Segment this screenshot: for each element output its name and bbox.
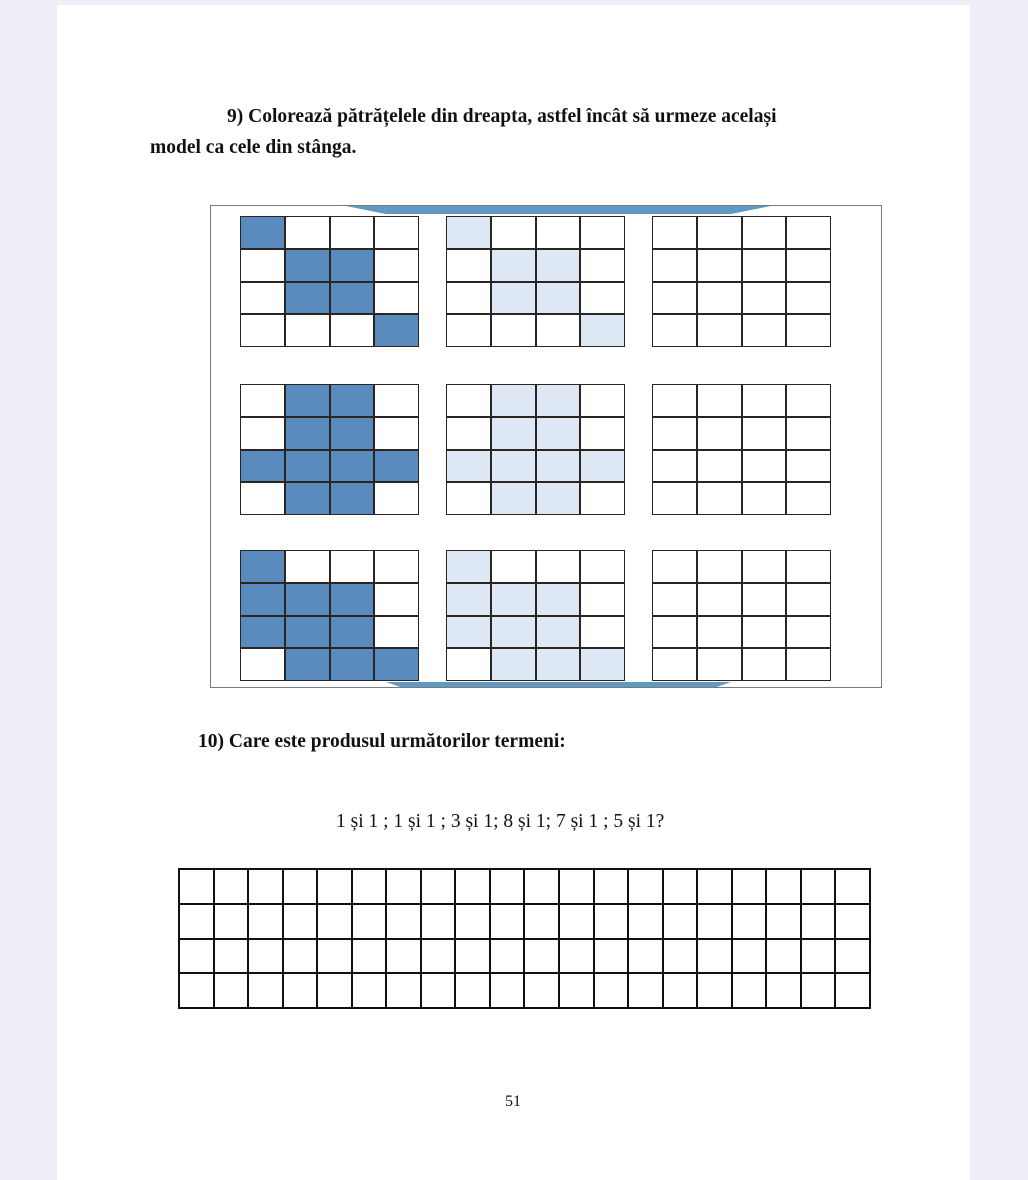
exercise-10-question: 10) Care este produsul următorilor termeni: <box>198 731 566 752</box>
answer-cell[interactable] <box>836 940 869 973</box>
grid-cell <box>492 250 535 281</box>
grid-cell <box>286 217 329 248</box>
grid-cell[interactable] <box>698 551 741 582</box>
answer-cell[interactable] <box>180 940 213 973</box>
grid-blank-row-1[interactable] <box>652 216 831 347</box>
bottom-accent-bar <box>386 682 731 688</box>
top-accent-bar <box>346 206 771 214</box>
answer-cell[interactable] <box>491 870 524 903</box>
answer-cell[interactable] <box>595 940 628 973</box>
answer-cell[interactable] <box>525 905 558 938</box>
grid-blank-row-2[interactable] <box>652 384 831 515</box>
grid-cell <box>537 451 580 482</box>
grid-cell <box>537 617 580 648</box>
grid-cell <box>375 617 418 648</box>
answer-cell[interactable] <box>180 870 213 903</box>
answer-cell[interactable] <box>629 870 662 903</box>
grid-cell[interactable] <box>653 385 696 416</box>
grid-cell[interactable] <box>787 385 830 416</box>
answer-cell[interactable] <box>698 870 731 903</box>
grid-pattern-row-2 <box>240 384 419 515</box>
grid-cell <box>492 617 535 648</box>
grid-cell <box>581 217 624 248</box>
grid-cell <box>492 584 535 615</box>
answer-cell[interactable] <box>560 870 593 903</box>
grid-cell <box>492 418 535 449</box>
grid-cell[interactable] <box>698 385 741 416</box>
grid-cell <box>492 283 535 314</box>
answer-cell[interactable] <box>422 870 455 903</box>
grid-cell[interactable] <box>743 217 786 248</box>
answer-cell[interactable] <box>422 940 455 973</box>
answer-cell[interactable] <box>249 940 282 973</box>
grid-cell <box>331 617 374 648</box>
grid-cell <box>286 649 329 680</box>
grid-cell <box>331 385 374 416</box>
grid-cell <box>447 217 490 248</box>
grid-cell <box>375 451 418 482</box>
grid-cell <box>537 283 580 314</box>
answer-cell[interactable] <box>284 974 317 1007</box>
grid-cell[interactable] <box>787 418 830 449</box>
grid-cell[interactable] <box>653 250 696 281</box>
grid-cell <box>375 418 418 449</box>
grid-cell <box>286 551 329 582</box>
grid-cell <box>447 250 490 281</box>
grid-pattern-row-1 <box>240 216 419 347</box>
answer-cell[interactable] <box>249 870 282 903</box>
grid-cell[interactable] <box>698 451 741 482</box>
grid-cell <box>447 551 490 582</box>
grid-cell <box>241 649 284 680</box>
answer-cell[interactable] <box>767 974 800 1007</box>
grid-cell <box>286 584 329 615</box>
grid-cell <box>581 551 624 582</box>
grid-cell <box>331 483 374 514</box>
answer-cell[interactable] <box>595 974 628 1007</box>
grid-cell <box>331 217 374 248</box>
grid-cell <box>492 315 535 346</box>
grid-cell <box>286 250 329 281</box>
grid-cell <box>286 451 329 482</box>
answer-cell[interactable] <box>836 974 869 1007</box>
grid-cell[interactable] <box>743 649 786 680</box>
grid-cell <box>581 250 624 281</box>
grid-cell <box>241 250 284 281</box>
answer-cell[interactable] <box>387 974 420 1007</box>
grid-cell <box>375 551 418 582</box>
grid-cell[interactable] <box>698 315 741 346</box>
grid-hint-row-2 <box>446 384 625 515</box>
answer-cell[interactable] <box>664 870 697 903</box>
answer-cell[interactable] <box>767 870 800 903</box>
grid-cell[interactable] <box>653 483 696 514</box>
answer-cell[interactable] <box>284 870 317 903</box>
answer-cell[interactable] <box>422 905 455 938</box>
grid-cell <box>581 418 624 449</box>
grid-cell <box>492 551 535 582</box>
grid-cell <box>286 315 329 346</box>
grid-cell[interactable] <box>743 315 786 346</box>
answer-cell[interactable] <box>698 974 731 1007</box>
answer-cell[interactable] <box>353 974 386 1007</box>
answer-cell[interactable] <box>387 940 420 973</box>
answer-cell[interactable] <box>802 974 835 1007</box>
answer-cell[interactable] <box>560 940 593 973</box>
grid-cell <box>375 584 418 615</box>
grid-cell[interactable] <box>743 617 786 648</box>
answer-cell[interactable] <box>595 905 628 938</box>
answer-cell[interactable] <box>767 905 800 938</box>
grid-cell <box>241 451 284 482</box>
grid-cell <box>286 418 329 449</box>
grid-cell <box>447 584 490 615</box>
answer-cell[interactable] <box>249 974 282 1007</box>
answer-cell[interactable] <box>491 974 524 1007</box>
grid-cell <box>537 649 580 680</box>
grid-cell <box>375 217 418 248</box>
grid-cell <box>241 418 284 449</box>
grid-cell <box>331 551 374 582</box>
exercise-9-figure <box>210 205 882 688</box>
grid-cell <box>331 250 374 281</box>
answer-cell[interactable] <box>215 940 248 973</box>
grid-cell <box>375 483 418 514</box>
answer-cell[interactable] <box>318 870 351 903</box>
answer-cell[interactable] <box>733 940 766 973</box>
grid-cell <box>581 584 624 615</box>
grid-cell[interactable] <box>698 283 741 314</box>
grid-cell[interactable] <box>653 283 696 314</box>
answer-cell[interactable] <box>698 940 731 973</box>
grid-cell <box>581 451 624 482</box>
grid-cell[interactable] <box>743 451 786 482</box>
answer-cell[interactable] <box>629 905 662 938</box>
answer-cell[interactable] <box>353 870 386 903</box>
grid-cell[interactable] <box>787 551 830 582</box>
grid-cell[interactable] <box>743 551 786 582</box>
answer-cell[interactable] <box>802 870 835 903</box>
grid-cell[interactable] <box>743 418 786 449</box>
answer-cell[interactable] <box>318 940 351 973</box>
grid-cell[interactable] <box>787 584 830 615</box>
answer-cell[interactable] <box>284 940 317 973</box>
grid-cell <box>492 451 535 482</box>
grid-hint-row-3 <box>446 550 625 681</box>
grid-cell <box>581 483 624 514</box>
grid-cell[interactable] <box>743 385 786 416</box>
grid-cell[interactable] <box>743 250 786 281</box>
grid-cell <box>375 283 418 314</box>
grid-cell[interactable] <box>653 617 696 648</box>
grid-blank-row-3[interactable] <box>652 550 831 681</box>
grid-cell[interactable] <box>787 217 830 248</box>
grid-cell[interactable] <box>743 283 786 314</box>
answer-cell[interactable] <box>802 905 835 938</box>
grid-cell <box>581 283 624 314</box>
grid-cell <box>537 418 580 449</box>
answer-cell[interactable] <box>836 905 869 938</box>
answer-cell[interactable] <box>525 974 558 1007</box>
grid-cell <box>447 451 490 482</box>
answer-grid[interactable] <box>178 868 871 1009</box>
answer-cell[interactable] <box>767 940 800 973</box>
answer-cell[interactable] <box>664 974 697 1007</box>
answer-cell[interactable] <box>353 905 386 938</box>
grid-cell <box>537 217 580 248</box>
grid-cell <box>331 315 374 346</box>
grid-cell <box>331 584 374 615</box>
grid-cell <box>537 250 580 281</box>
grid-cell[interactable] <box>743 483 786 514</box>
grid-cell <box>241 283 284 314</box>
page-number: 51 <box>505 1093 521 1110</box>
grid-cell[interactable] <box>787 649 830 680</box>
answer-cell[interactable] <box>629 974 662 1007</box>
grid-cell[interactable] <box>653 451 696 482</box>
grid-cell <box>286 283 329 314</box>
grid-cell <box>375 315 418 346</box>
answer-cell[interactable] <box>387 870 420 903</box>
answer-cell[interactable] <box>836 870 869 903</box>
grid-cell[interactable] <box>698 418 741 449</box>
grid-cell <box>581 315 624 346</box>
grid-cell <box>241 483 284 514</box>
grid-cell[interactable] <box>698 217 741 248</box>
answer-cell[interactable] <box>456 870 489 903</box>
answer-cell[interactable] <box>525 940 558 973</box>
exercise-9-instruction-continued: model ca cele din stânga. <box>150 137 357 158</box>
answer-cell[interactable] <box>249 905 282 938</box>
answer-cell[interactable] <box>215 974 248 1007</box>
grid-cell <box>537 584 580 615</box>
exercise-10-terms: 1 și 1 ; 1 și 1 ; 3 și 1; 8 și 1; 7 și 1 ; 5 și 1? <box>336 811 665 832</box>
grid-cell <box>447 617 490 648</box>
answer-cell[interactable] <box>733 870 766 903</box>
answer-cell[interactable] <box>215 905 248 938</box>
grid-cell <box>492 483 535 514</box>
grid-cell[interactable] <box>653 649 696 680</box>
grid-cell <box>286 385 329 416</box>
grid-cell <box>241 551 284 582</box>
grid-cell[interactable] <box>698 617 741 648</box>
grid-cell[interactable] <box>787 451 830 482</box>
grid-cell <box>447 649 490 680</box>
answer-cell[interactable] <box>664 905 697 938</box>
grid-cell <box>447 315 490 346</box>
answer-cell[interactable] <box>560 974 593 1007</box>
grid-cell <box>492 649 535 680</box>
exercise-9-instruction: 9) Colorează pătrățelele din dreapta, astfel încât să urmeze același <box>227 106 777 127</box>
grid-cell[interactable] <box>787 315 830 346</box>
answer-cell[interactable] <box>318 905 351 938</box>
grid-cell[interactable] <box>787 250 830 281</box>
grid-cell <box>241 584 284 615</box>
answer-cell[interactable] <box>491 940 524 973</box>
answer-cell[interactable] <box>353 940 386 973</box>
grid-cell[interactable] <box>653 418 696 449</box>
grid-cell[interactable] <box>698 483 741 514</box>
grid-cell <box>581 649 624 680</box>
grid-cell <box>331 649 374 680</box>
grid-cell <box>331 283 374 314</box>
answer-cell[interactable] <box>698 905 731 938</box>
answer-cell[interactable] <box>733 974 766 1007</box>
grid-cell <box>537 315 580 346</box>
answer-cell[interactable] <box>491 905 524 938</box>
answer-cell[interactable] <box>456 974 489 1007</box>
answer-cell[interactable] <box>733 905 766 938</box>
grid-cell <box>537 551 580 582</box>
answer-cell[interactable] <box>387 905 420 938</box>
grid-cell <box>286 483 329 514</box>
grid-cell <box>492 217 535 248</box>
grid-cell[interactable] <box>653 217 696 248</box>
grid-cell <box>581 385 624 416</box>
grid-cell[interactable] <box>698 649 741 680</box>
grid-cell <box>331 418 374 449</box>
grid-cell <box>331 451 374 482</box>
grid-cell[interactable] <box>653 315 696 346</box>
grid-cell <box>375 385 418 416</box>
answer-cell[interactable] <box>456 940 489 973</box>
grid-cell <box>447 283 490 314</box>
grid-hint-row-1 <box>446 216 625 347</box>
grid-cell <box>241 315 284 346</box>
grid-cell <box>286 617 329 648</box>
grid-cell <box>581 617 624 648</box>
answer-cell[interactable] <box>560 905 593 938</box>
answer-cell[interactable] <box>284 905 317 938</box>
answer-cell[interactable] <box>664 940 697 973</box>
grid-cell <box>241 617 284 648</box>
answer-cell[interactable] <box>180 905 213 938</box>
answer-cell[interactable] <box>629 940 662 973</box>
grid-cell[interactable] <box>787 283 830 314</box>
answer-cell[interactable] <box>215 870 248 903</box>
answer-cell[interactable] <box>422 974 455 1007</box>
grid-cell[interactable] <box>653 584 696 615</box>
grid-cell[interactable] <box>787 483 830 514</box>
answer-cell[interactable] <box>180 974 213 1007</box>
grid-cell <box>537 385 580 416</box>
grid-cell <box>447 385 490 416</box>
grid-cell <box>375 649 418 680</box>
grid-cell <box>447 483 490 514</box>
answer-cell[interactable] <box>525 870 558 903</box>
answer-cell[interactable] <box>595 870 628 903</box>
grid-cell <box>375 250 418 281</box>
grid-cell <box>447 418 490 449</box>
grid-pattern-row-3 <box>240 550 419 681</box>
grid-cell[interactable] <box>653 551 696 582</box>
grid-cell[interactable] <box>698 250 741 281</box>
answer-cell[interactable] <box>318 974 351 1007</box>
grid-cell <box>492 385 535 416</box>
answer-cell[interactable] <box>456 905 489 938</box>
grid-cell[interactable] <box>698 584 741 615</box>
grid-cell[interactable] <box>787 617 830 648</box>
grid-cell <box>241 217 284 248</box>
answer-cell[interactable] <box>802 940 835 973</box>
grid-cell <box>241 385 284 416</box>
grid-cell[interactable] <box>743 584 786 615</box>
grid-cell <box>537 483 580 514</box>
